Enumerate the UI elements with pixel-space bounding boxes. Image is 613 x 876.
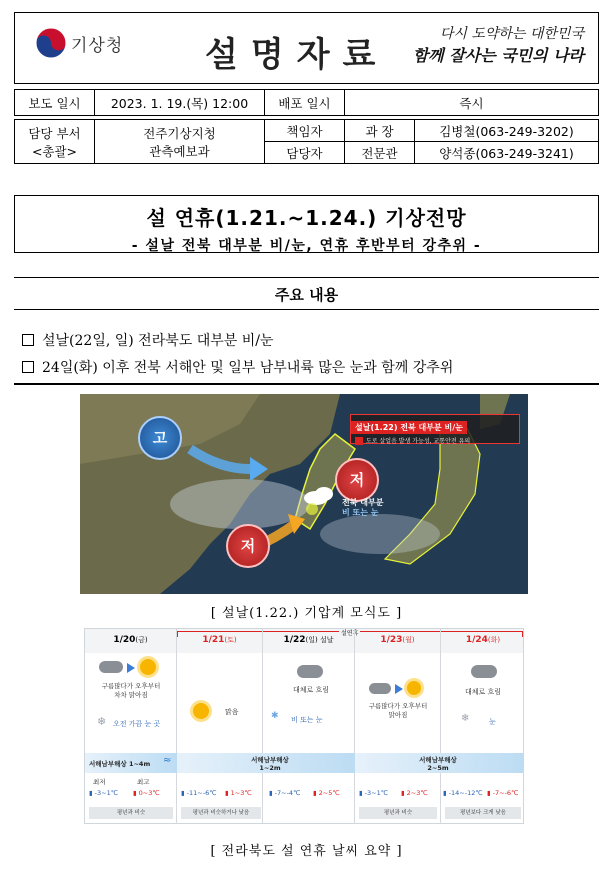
normal-comparison: 평년과 비슷하거나 낮음 [181, 807, 261, 819]
snow-icon: ❄ [97, 715, 107, 728]
divider [14, 309, 599, 310]
key-item [22, 357, 453, 377]
release-date-label: 보도 일시 [15, 90, 95, 116]
arrow-right-icon [127, 663, 135, 673]
dept-label-line-1: 담당 부서 [28, 125, 81, 141]
key-content-heading: 주요 내용 [274, 286, 339, 304]
normal-comparison: 평년과 비슷 [359, 807, 437, 819]
dept-value-line-1: 전주기상지청 [143, 125, 216, 141]
release-info-table [14, 89, 599, 164]
main-title: 설 연휴(1.21.~1.24.) 기상전망 [146, 206, 467, 230]
min-temp: ▮ -3~1℃ [89, 789, 119, 797]
low-pressure-marker [335, 458, 379, 502]
slogan-line-2: 함께 잘사는 국민의 나라 [412, 46, 584, 65]
map-annotation-title: 설날(1.22) 전북 대부분 비/눈 [351, 421, 467, 434]
thermometer-icon: ▮ [133, 789, 137, 797]
wave-text: 서해남부해상 1~2m [251, 756, 289, 772]
high-pressure-marker [138, 416, 182, 460]
cloud-icon [99, 661, 123, 673]
min-temp: ▮ -3~1℃ [359, 789, 389, 797]
dept-label-line-2: <총괄> [31, 143, 78, 159]
region-label-2: 비 또는 눈 [342, 508, 379, 517]
wave-text: 서해남부해상 2~5m [419, 756, 457, 772]
divider [14, 383, 599, 385]
day-label: 1/23(월) [380, 635, 415, 645]
max-temp: ▮ 2~5℃ [313, 789, 340, 797]
cloud-icon [471, 665, 497, 678]
weather-text: 오전 가끔 눈 곳 [113, 720, 161, 728]
low-pressure-label: 저 [240, 537, 256, 555]
max-temp-label: 최고 [137, 778, 150, 786]
sub-title: - 설날 전북 대부분 비/눈, 연휴 후반부터 강추위 - [131, 238, 482, 254]
taegeuk-icon [35, 27, 67, 59]
region-label [342, 498, 383, 518]
snow-icon: ❄ [461, 713, 470, 724]
weather-text: 대체로 흐림 [464, 688, 502, 696]
forecast-summary [84, 628, 524, 824]
thermometer-icon: ▮ [443, 789, 447, 797]
staff-label: 담당자 [265, 142, 345, 164]
min-temp: ▮ -14~-12℃ [443, 789, 483, 797]
summary-caption: [ 전라북도 설 연휴 날씨 요약 ] [210, 844, 403, 859]
day-label: 1/22(일) 설날 [283, 635, 334, 645]
manager-role: 과 장 [345, 120, 415, 142]
dept-value [95, 120, 265, 164]
wave-icon: ≈ [163, 755, 172, 766]
divider [14, 277, 599, 278]
thermometer-icon: ▮ [269, 789, 273, 797]
max-temp: ▮ 0~3℃ [133, 789, 160, 797]
region-label-1: 전북 대부분 [342, 498, 384, 507]
slogan [413, 23, 584, 67]
sun-icon [140, 659, 156, 675]
map-annotation-note: 도로 살얼음 발생 가능성, 교통안전 유의 [366, 438, 471, 445]
low-pressure-marker [226, 524, 270, 568]
warning-icon [355, 437, 363, 445]
cloud-icon [369, 683, 391, 694]
arrow-right-icon [395, 684, 403, 694]
min-temp-label: 최저 [93, 778, 106, 786]
normal-comparison: 평년과 비슷 [89, 807, 173, 819]
title-box [14, 195, 599, 253]
dept-value-line-2: 관측예보과 [149, 143, 210, 159]
kma-logo [35, 27, 123, 59]
staff-role: 전문관 [345, 142, 415, 164]
min-temp: ▮ -7~-4℃ [269, 789, 301, 797]
max-temp: ▮ 1~3℃ [225, 789, 252, 797]
sun-icon [193, 703, 209, 719]
day-label: 1/20(금) [113, 635, 148, 645]
slogan-line-1: 다시 도약하는 대한민국 [439, 26, 584, 42]
checkbox-icon [22, 334, 34, 346]
weather-text: 눈 [489, 718, 496, 726]
max-temp: ▮ 2~3℃ [401, 789, 428, 797]
map-caption: [ 설날(1.22.) 기압계 모식도 ] [210, 606, 403, 621]
manager-label: 책임자 [265, 120, 345, 142]
holiday-label: 설연휴 [341, 630, 359, 637]
thermometer-icon: ▮ [401, 789, 405, 797]
thermometer-icon: ▮ [89, 789, 93, 797]
staff-name: 양석종(063-249-3241) [415, 142, 599, 164]
sun-icon [407, 681, 421, 695]
thermometer-icon: ▮ [487, 789, 491, 797]
key-item-text: 설날(22일, 일) 전라북도 대부분 비/눈 [42, 333, 274, 349]
release-header [14, 12, 599, 84]
release-date-value: 2023. 1. 19.(목) 12:00 [95, 90, 265, 116]
manager-name: 김병철(063-249-3202) [415, 120, 599, 142]
min-temp: ▮ -11~-6℃ [181, 789, 217, 797]
day-label: 1/24(화) [465, 635, 501, 645]
cloud-icon [297, 665, 323, 678]
checkbox-icon [22, 361, 34, 373]
rain-snow-icon: ✱ [271, 711, 279, 721]
max-temp: ▮ -7~-6℃ [487, 789, 519, 797]
key-item-text: 24일(화) 이후 전북 서해안 및 일부 남부내륙 많은 눈과 함께 강추위 [42, 360, 454, 376]
high-pressure-label: 고 [152, 429, 168, 447]
logo-text: 기상청 [71, 35, 124, 56]
weather-text: 구름많다가 오후부터 맑아짐 [368, 702, 428, 719]
map-annotation-box [350, 414, 520, 444]
thermometer-icon: ▮ [181, 789, 185, 797]
pressure-map [80, 394, 528, 594]
weather-text: 대체로 흐림 [292, 686, 330, 694]
key-item [22, 330, 274, 350]
weather-text: 맑음 [225, 708, 239, 716]
distribute-value: 즉시 [345, 90, 599, 116]
normal-comparison: 평년보다 크게 낮음 [445, 807, 521, 819]
wave-text: 서해남부해상 1~4m [89, 760, 151, 768]
day-label: 1/21(토) [202, 635, 237, 645]
release-title: 설명자료 [205, 35, 389, 75]
thermometer-icon: ▮ [359, 789, 363, 797]
thermometer-icon: ▮ [225, 789, 229, 797]
low-pressure-label: 저 [349, 471, 365, 489]
weather-text: 구름많다가 오후부터 차차 맑아짐 [101, 682, 161, 699]
dept-label [15, 120, 95, 164]
weather-text: 비 또는 눈 [291, 716, 323, 724]
distribute-label: 배포 일시 [265, 90, 345, 116]
thermometer-icon: ▮ [313, 789, 317, 797]
